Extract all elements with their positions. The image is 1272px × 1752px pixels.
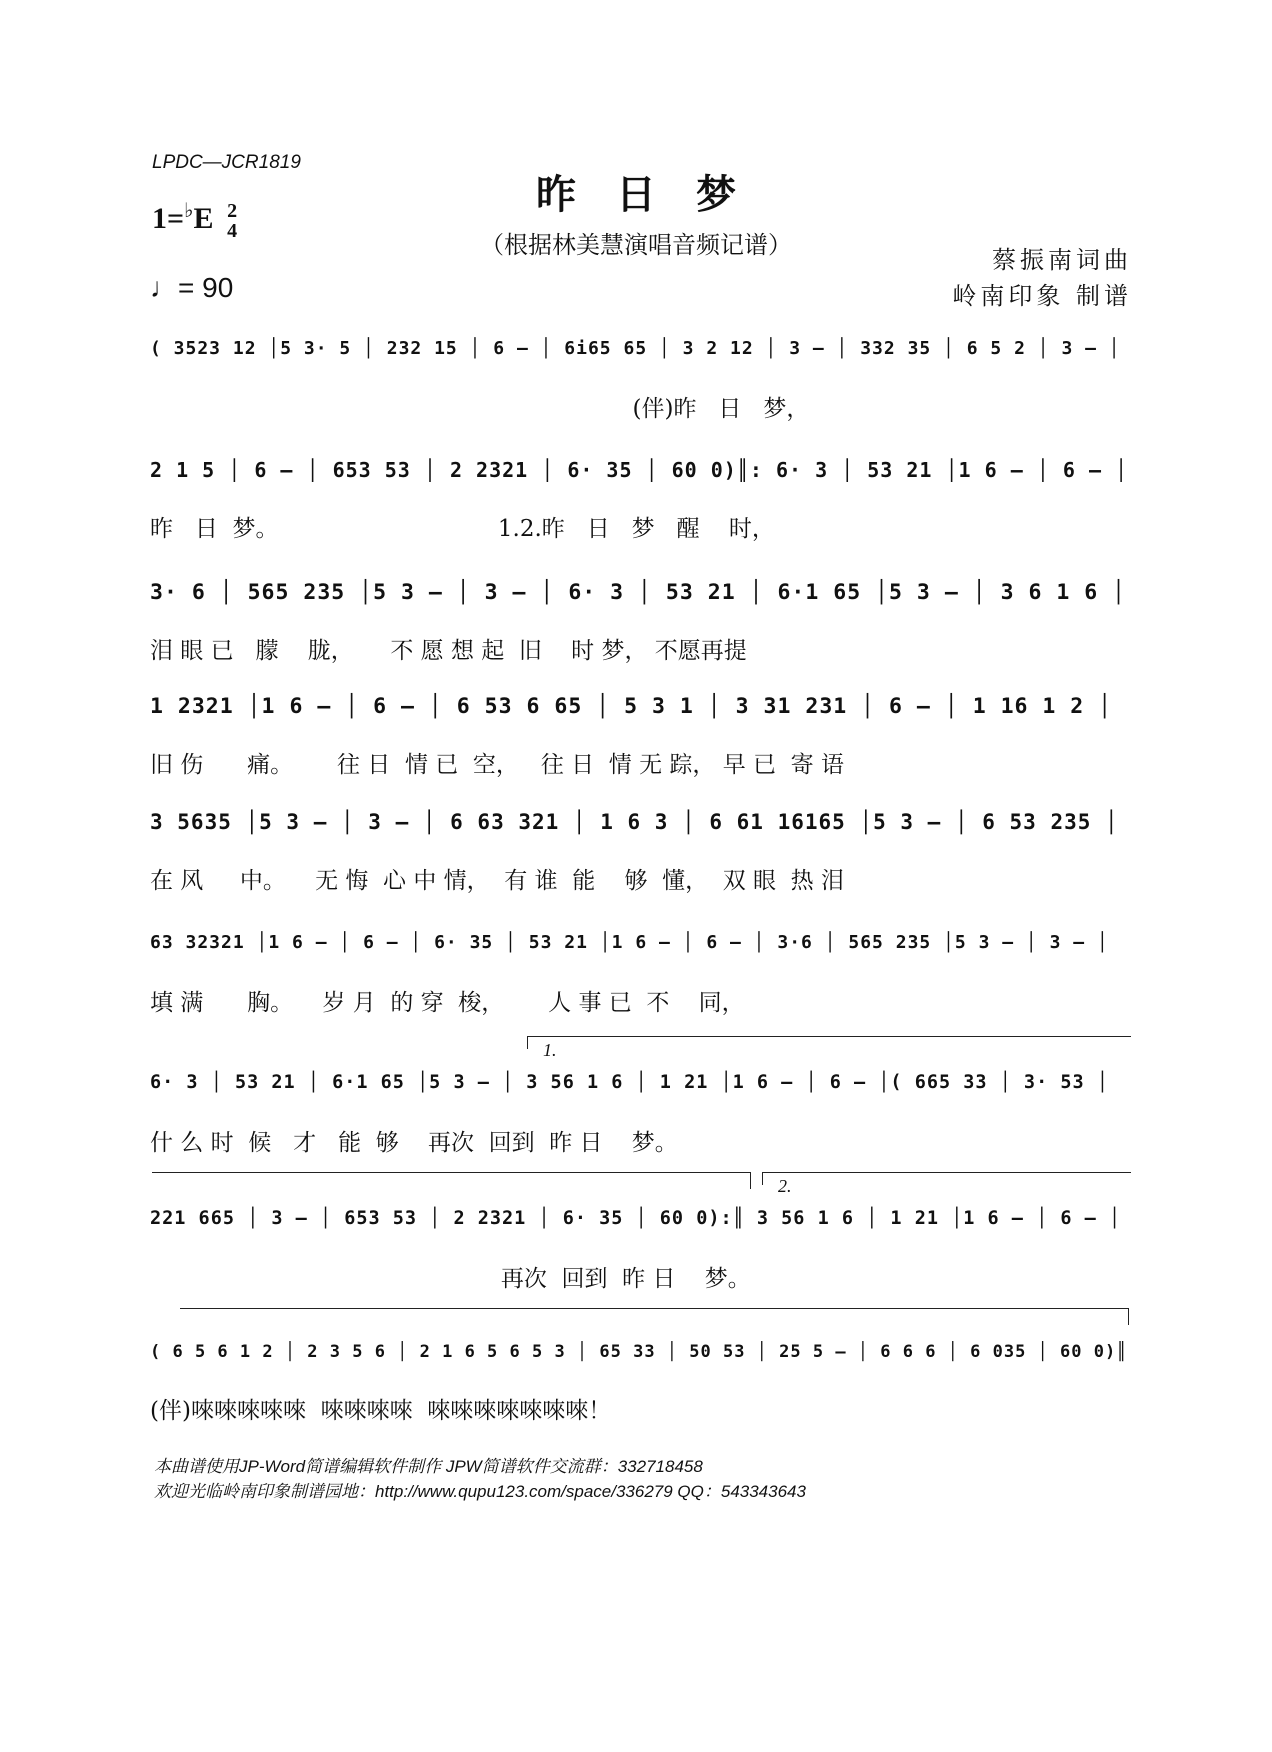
- notation-line: 2 1 5 │ 6 – │ 653 53 │ 2 2321 │ 6· 35 │ 60 0)║: 6· 3 │ 53 21 │1 6 – │ 6 – │: [150, 458, 1129, 482]
- lyrics-line: 旧 伤 痛。 往 日 情 已 空， 往 日 情 无 踪， 早 已 寄 语: [150, 752, 844, 778]
- composer-credit: 蔡振南词曲: [992, 246, 1132, 274]
- quarter-note-icon: ♩: [150, 272, 178, 303]
- lyrics-line: 填 满 胸。 岁 月 的 穿 梭， 人 事 已 不 同，: [150, 990, 745, 1016]
- first-ending-bracket: [527, 1036, 1131, 1049]
- notation-line: 3 5635 │5 3 – │ 3 – │ 6 63 321 │ 1 6 3 │ 6 61 16165 │5 3 – │ 6 53 235 │: [150, 810, 1119, 834]
- lyrics-line: 泪 眼 已 朦 胧， 不 愿 想 起 旧 时 梦， 不愿再提: [150, 638, 747, 664]
- song-subtitle: （根据林美慧演唱音频记谱）: [480, 231, 792, 259]
- catalog-number: LPDC—JCR1819: [152, 152, 301, 173]
- meter-bottom: 4: [227, 220, 238, 243]
- notation-line: ( 3523 12 │5 3· 5 │ 232 15 │ 6 – │ 6i65 65 │ 3 2 12 │ 3 – │ 332 35 │ 6 5 2 │ 3 – │: [150, 338, 1121, 359]
- outro-bracket: [180, 1308, 1129, 1325]
- lyrics-line: 什 么 时 候 才 能 够 再次 回到 昨 日 梦。: [150, 1130, 678, 1156]
- key-signature: [152, 198, 237, 241]
- footer-software-note: 本曲谱使用JP-Word简谱编辑软件制作 JPW简谱软件交流群：332718458: [154, 1457, 703, 1476]
- tempo-marking: [150, 272, 233, 304]
- lyrics-line: 再次 回到 昨 日 梦。: [150, 1266, 751, 1292]
- footer-website-note: 欢迎光临岭南印象制谱园地：http://www.qupu123.com/space/336279 QQ：543343643: [154, 1482, 806, 1501]
- lyrics-line: 在 风 中。 无 悔 心 中 情， 有 谁 能 够 懂， 双 眼 热 泪: [150, 868, 844, 894]
- notation-line: 6· 3 │ 53 21 │ 6·1 65 │5 3 – │ 3 56 1 6 │ 1 21 │1 6 – │ 6 – │( 665 33 │ 3· 53 │: [150, 1072, 1109, 1093]
- lyrics-line: (伴)昨 日 梦，: [150, 396, 810, 422]
- lyrics-line: (伴)唻唻唻唻唻 唻唻唻唻 唻唻唻唻唻唻唻！: [150, 1398, 612, 1424]
- flat-icon: ♭: [184, 200, 194, 222]
- notation-line: 221 665 │ 3 – │ 653 53 │ 2 2321 │ 6· 35 │ 60 0):║ 3 56 1 6 │ 1 21 │1 6 – │ 6 – │: [150, 1208, 1122, 1229]
- key-label: 1=: [152, 202, 185, 235]
- second-ending-label: 2.: [778, 1176, 792, 1196]
- key-note: E: [193, 202, 214, 235]
- notation-line: ( 6 5 6 1 2 │ 2 3 5 6 │ 2 1 6 5 6 5 3 │ 65 33 │ 50 53 │ 25 5 – │ 6 6 6 │ 6 035 │ 60 0)║: [150, 1342, 1128, 1362]
- first-ending-label: 1.: [543, 1040, 557, 1060]
- tempo-value: = 90: [178, 272, 234, 303]
- second-ending-bracket: [762, 1172, 1131, 1185]
- arranger-credit: 岭南印象 制谱: [952, 282, 1132, 310]
- first-ending-continuation: [152, 1172, 751, 1189]
- meter-top: 2: [227, 200, 238, 223]
- lyrics-line: 昨 日 梦。 1.2.昨 日 梦 醒 时，: [150, 516, 775, 542]
- notation-line: 63 32321 │1 6 – │ 6 – │ 6· 35 │ 53 21 │1 6 – │ 6 – │ 3·6 │ 565 235 │5 3 – │ 3 – │: [150, 932, 1109, 953]
- time-signature: [227, 201, 237, 241]
- song-title: 昨日梦: [536, 171, 776, 218]
- notation-line: 1 2321 │1 6 – │ 6 – │ 6 53 6 65 │ 5 3 1 │ 3 31 231 │ 6 – │ 1 16 1 2 │: [150, 694, 1113, 719]
- notation-line: 3· 6 │ 565 235 │5 3 – │ 3 – │ 6· 3 │ 53 21 │ 6·1 65 │5 3 – │ 3 6 1 6 │: [150, 580, 1127, 605]
